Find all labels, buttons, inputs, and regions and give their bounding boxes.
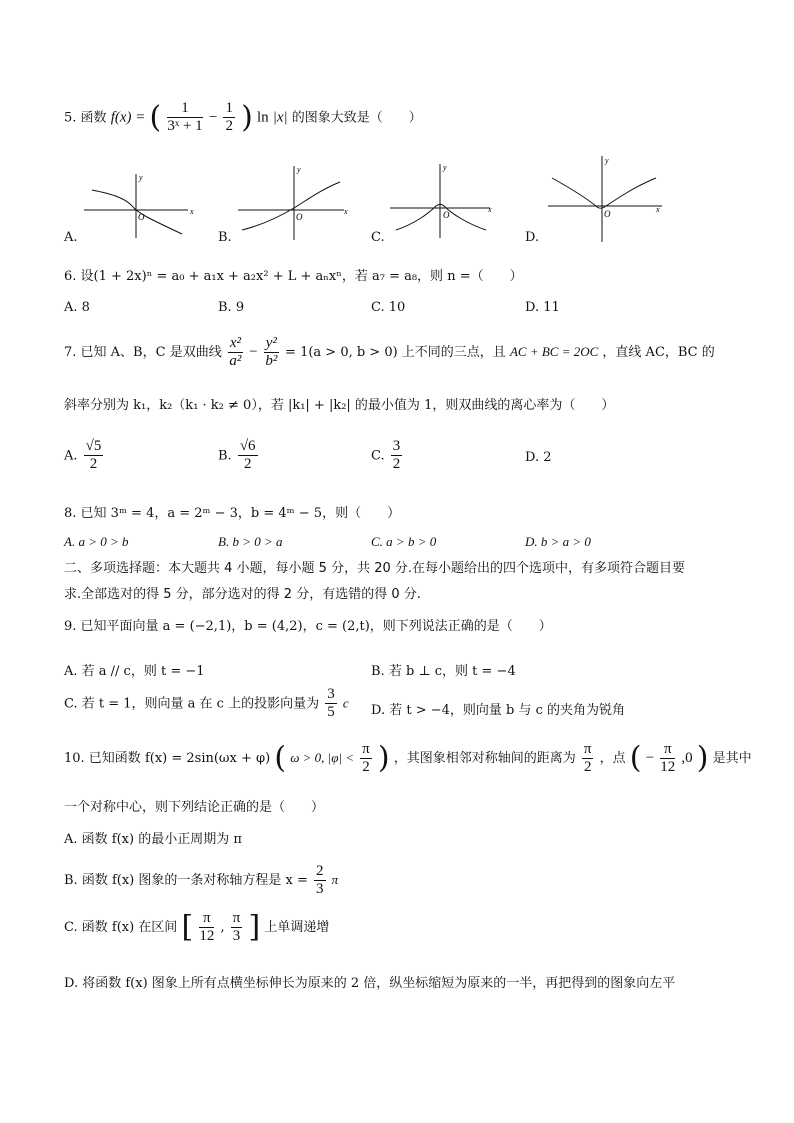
- q7-vector-eq: AC + BC = 2OC: [509, 344, 599, 359]
- q10-optc-frac2: $\frac{\pi}{3}$: [232, 909, 241, 944]
- q7-option-d[interactable]: D. 2: [525, 450, 552, 465]
- q9-option-c[interactable]: C. 若 t = 1，则向量 a 在 c 上的投影向量为 $\frac{3}{5}$ c: [64, 686, 349, 721]
- q10-optb-frac: $\frac{2}{3}$: [316, 862, 324, 897]
- q10-cond-frac: $\frac{\pi}{2}$: [362, 740, 370, 775]
- q7-option-c[interactable]: C. $\frac{3}{2}$: [371, 438, 401, 473]
- q5-absx: |x|: [272, 109, 288, 126]
- q10-option-b[interactable]: B. 函数 f(x) 图象的一条对称轴方程是 x = $\frac{2}{3}$ π: [64, 862, 339, 897]
- q7-stem-line2: 斜率分别为 k₁，k₂（k₁ · k₂ ≠ 0），若 |k₁| + |k₂| 的最小值为 1，则双曲线的离心率为（ ）: [64, 398, 615, 413]
- q5-ln: ln: [256, 109, 269, 126]
- q5-tail: 的图象大致是（ ）: [291, 110, 422, 126]
- q10-stem-line2: 一个对称中心，则下列结论正确的是（ ）: [64, 800, 325, 815]
- q5-frac1: $\frac{1}{\text{3ˣ + 1}}$: [167, 100, 203, 135]
- q6-option-a[interactable]: A. 8: [64, 300, 90, 315]
- svg-text:O: O: [138, 212, 145, 222]
- q10-dist-frac: $\frac{\pi}{2}$: [583, 740, 592, 775]
- q5-choice-a[interactable]: A.: [64, 230, 78, 245]
- q5-lead: 函数: [80, 110, 107, 126]
- svg-text:x: x: [190, 207, 194, 216]
- q9-stem: 9. 已知平面向量 a = (−2,1)，b = (4,2)，c = (2,t)，则下列说法正确的是（ ）: [64, 619, 552, 634]
- q5-frac2: $\frac{1}{2}$: [225, 100, 233, 135]
- q9-option-b[interactable]: B. 若 b ⊥ c，则 t = −4: [371, 664, 516, 679]
- q8-option-a[interactable]: A. a > 0 > b: [64, 534, 129, 549]
- q7-option-b[interactable]: B. $\frac{√6}{2}$: [218, 438, 256, 473]
- q7-frac-b: $\frac{√6}{2}$: [239, 438, 256, 473]
- q9-frac: $\frac{3}{5}$: [327, 686, 335, 721]
- q6-stem: 6. 设(1 + 2x)ⁿ = a₀ + a₁x + a₂x² + L + aₙxⁿ，若 a₇ = a₈，则 n =（ ）: [64, 269, 523, 284]
- q5-graph-d: [546, 154, 666, 244]
- q7-frac-x: $\frac{\text{x²}}{\text{a²}}$: [229, 334, 242, 369]
- q9-option-d[interactable]: D. 若 t > −4，则向量 b 与 c 的夹角为锐角: [371, 703, 626, 718]
- q8-option-b[interactable]: B. b > 0 > a: [218, 534, 283, 549]
- q8-option-c[interactable]: C. a > b > 0: [371, 534, 437, 549]
- q10-option-a[interactable]: A. 函数 f(x) 的最小正周期为 π: [64, 832, 242, 847]
- svg-text:O: O: [296, 212, 303, 222]
- svg-text:x: x: [488, 205, 492, 214]
- svg-text:x: x: [344, 207, 348, 216]
- q6-option-c[interactable]: C. 10: [371, 300, 406, 315]
- q10-option-c[interactable]: C. 函数 f(x) 在区间 [ $\frac{\pi}{12}$ , $\frac{\pi}{3}$ ] 上单调递增: [64, 909, 330, 945]
- q5-minus: −: [208, 109, 218, 126]
- left-paren: (: [149, 99, 162, 135]
- q5-choice-d[interactable]: D.: [525, 230, 540, 245]
- svg-text:y: y: [297, 165, 301, 174]
- svg-text:y: y: [443, 163, 447, 172]
- q10-option-d[interactable]: D. 将函数 f(x) 图象上所有点横坐标伸长为原来的 2 倍，纵坐标缩短为原来的一半，再把得到的图象向左平: [64, 976, 676, 991]
- q6-option-b[interactable]: B. 9: [218, 300, 245, 315]
- q7-frac-a: $\frac{√5}{2}$: [85, 438, 102, 473]
- q7-frac-y: $\frac{\text{y²}}{\text{b²}}$: [265, 334, 278, 369]
- q7-frac-c: $\frac{3}{2}$: [392, 438, 401, 473]
- svg-text:x: x: [656, 205, 660, 214]
- q6-option-d[interactable]: D. 11: [525, 300, 560, 315]
- q8-stem: 8. 已知 3ᵐ = 4，a = 2ᵐ − 3，b = 4ᵐ − 5，则（ ）: [64, 506, 401, 521]
- q5-choice-c[interactable]: C.: [371, 230, 385, 245]
- svg-text:y: y: [139, 173, 143, 182]
- q10-optc-frac1: $\frac{\pi}{12}$: [199, 909, 215, 944]
- q5-graph-b: [236, 162, 348, 242]
- q10-point-frac: $\frac{\pi}{12}$: [660, 740, 676, 775]
- right-paren: ): [241, 99, 253, 135]
- q10-stem: 10. 已知函数 f(x) = 2sin(ωx + φ) ( ω > 0, |φ| < $\frac{\pi}{2}$ ) ，其图象相邻对称轴间的距离为 $\frac{\pi}{2}$ ，点 ( − $\frac{\pi}{12}$ ,0 ) 是其中: [64, 740, 752, 776]
- q5-graph-a: [82, 168, 194, 240]
- q5-number: 5.: [64, 110, 77, 126]
- q5-func: f(x) =: [110, 109, 146, 126]
- q7-option-a[interactable]: A. $\frac{√5}{2}$: [64, 438, 102, 473]
- q9-option-a[interactable]: A. 若 a // c，则 t = −1: [64, 664, 205, 679]
- q8-option-d[interactable]: D. b > a > 0: [525, 534, 591, 549]
- q5-stem: [64, 100, 422, 134]
- q5-choice-b[interactable]: B.: [218, 230, 232, 245]
- section2-line1: 二、多项选择题：本大题共 4 小题，每小题 5 分，共 20 分.在每小题给出的四个选项中，有多项符合题目要: [64, 561, 686, 576]
- q5-graph-c: [388, 160, 494, 240]
- q7-stem: 7. 已知 A、B，C 是双曲线 $\frac{\text{x²}}{\text{a²}}$ − $\frac{\text{y²}}{\text{b²}}$ = 1(a > 0, b > 0) 上不同的三点，且 AC + BC = 2OC ，直线 AC，BC 的: [64, 334, 715, 369]
- svg-text:O: O: [443, 210, 450, 220]
- svg-text:y: y: [605, 156, 609, 165]
- section2-line2: 求.全部选对的得 5 分，部分选对的得 2 分，有选错的得 0 分.: [64, 587, 421, 602]
- svg-text:O: O: [604, 209, 611, 219]
